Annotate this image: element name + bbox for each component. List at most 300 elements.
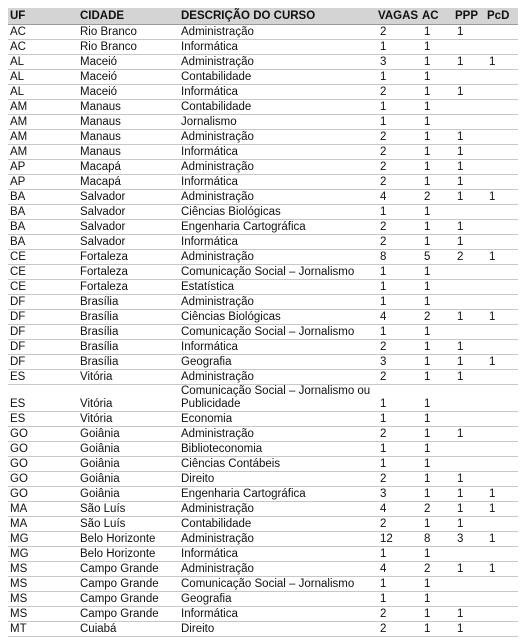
cell-ac: 5 (420, 250, 453, 265)
header-ac: AC (420, 8, 453, 25)
cell-ppp (453, 592, 485, 607)
cell-descricao: Informática (179, 547, 376, 562)
cell-pcd (485, 280, 518, 295)
table-row (8, 532, 518, 547)
header-uf: UF (8, 8, 78, 25)
cell-uf: MS (8, 562, 78, 577)
cell-descricao: Administração (179, 562, 376, 577)
cell-ppp (453, 70, 485, 85)
table-row (8, 295, 518, 310)
cell-pcd (485, 100, 518, 115)
cell-ppp (453, 457, 485, 472)
cell-cidade: Rio Branco (78, 25, 179, 40)
cell-vagas: 2 (376, 370, 420, 385)
cell-cidade: Vitória (78, 370, 179, 385)
vacancies-table (8, 8, 518, 637)
cell-ac: 1 (420, 220, 453, 235)
cell-uf: AM (8, 145, 78, 160)
cell-uf: AC (8, 25, 78, 40)
cell-cidade: Maceió (78, 70, 179, 85)
cell-descricao: Informática (179, 235, 376, 250)
cell-vagas: 2 (376, 160, 420, 175)
cell-ppp: 1 (453, 145, 485, 160)
cell-pcd (485, 325, 518, 340)
cell-vagas: 4 (376, 562, 420, 577)
table-row (8, 220, 518, 235)
cell-pcd (485, 370, 518, 385)
cell-cidade: Macapá (78, 175, 179, 190)
cell-vagas: 2 (376, 622, 420, 637)
cell-cidade: Cuiabá (78, 622, 179, 637)
cell-ppp (453, 40, 485, 55)
cell-uf: DF (8, 355, 78, 370)
cell-vagas: 1 (376, 325, 420, 340)
cell-descricao: Informática (179, 340, 376, 355)
cell-descricao: Informática (179, 607, 376, 622)
cell-vagas: 2 (376, 175, 420, 190)
cell-uf: CE (8, 250, 78, 265)
cell-uf: ES (8, 385, 78, 412)
cell-ppp: 1 (453, 85, 485, 100)
cell-ac: 1 (420, 442, 453, 457)
cell-uf: AM (8, 100, 78, 115)
cell-ac: 1 (420, 340, 453, 355)
header-ppp: PPP (453, 8, 485, 25)
cell-uf: BA (8, 190, 78, 205)
cell-uf: BA (8, 205, 78, 220)
cell-uf: AC (8, 40, 78, 55)
table-row (8, 190, 518, 205)
cell-ppp (453, 412, 485, 427)
cell-ac: 8 (420, 532, 453, 547)
cell-descricao: Informática (179, 85, 376, 100)
cell-pcd: 1 (485, 502, 518, 517)
cell-cidade: Brasília (78, 310, 179, 325)
cell-pcd (485, 145, 518, 160)
cell-cidade: Salvador (78, 190, 179, 205)
cell-vagas: 2 (376, 130, 420, 145)
cell-ppp: 1 (453, 472, 485, 487)
cell-ppp: 2 (453, 250, 485, 265)
cell-uf: MG (8, 547, 78, 562)
cell-ppp (453, 100, 485, 115)
cell-pcd (485, 412, 518, 427)
cell-vagas: 1 (376, 100, 420, 115)
header-cidade: CIDADE (78, 8, 179, 25)
table-row (8, 370, 518, 385)
cell-ppp (453, 385, 485, 412)
cell-uf: MG (8, 532, 78, 547)
cell-descricao: Administração (179, 295, 376, 310)
cell-pcd: 1 (485, 250, 518, 265)
cell-vagas: 1 (376, 577, 420, 592)
cell-uf: MA (8, 502, 78, 517)
cell-pcd (485, 592, 518, 607)
cell-ac: 1 (420, 70, 453, 85)
cell-vagas: 1 (376, 70, 420, 85)
cell-uf: AM (8, 130, 78, 145)
cell-ppp (453, 115, 485, 130)
cell-ac: 1 (420, 145, 453, 160)
cell-cidade: Goiânia (78, 457, 179, 472)
cell-pcd (485, 547, 518, 562)
cell-ppp: 1 (453, 517, 485, 532)
cell-descricao: Administração (179, 25, 376, 40)
cell-pcd (485, 427, 518, 442)
cell-uf: DF (8, 295, 78, 310)
cell-ac: 1 (420, 547, 453, 562)
cell-pcd (485, 220, 518, 235)
cell-cidade: Brasília (78, 340, 179, 355)
cell-ppp: 1 (453, 25, 485, 40)
table-row (8, 70, 518, 85)
cell-pcd (485, 457, 518, 472)
cell-vagas: 2 (376, 427, 420, 442)
cell-uf: MS (8, 592, 78, 607)
cell-pcd (485, 607, 518, 622)
cell-cidade: Fortaleza (78, 250, 179, 265)
table-row (8, 592, 518, 607)
cell-pcd (485, 205, 518, 220)
cell-uf: GO (8, 472, 78, 487)
table-row (8, 250, 518, 265)
cell-pcd (485, 160, 518, 175)
cell-pcd: 1 (485, 190, 518, 205)
cell-ppp: 1 (453, 427, 485, 442)
cell-descricao: Ciências Contábeis (179, 457, 376, 472)
cell-vagas: 1 (376, 547, 420, 562)
cell-cidade: Salvador (78, 235, 179, 250)
cell-vagas: 4 (376, 310, 420, 325)
cell-vagas: 1 (376, 295, 420, 310)
cell-vagas: 2 (376, 25, 420, 40)
table-row (8, 622, 518, 637)
cell-descricao: Contabilidade (179, 100, 376, 115)
cell-ac: 1 (420, 295, 453, 310)
cell-pcd (485, 385, 518, 412)
cell-pcd (485, 442, 518, 457)
cell-cidade: Campo Grande (78, 562, 179, 577)
cell-ppp: 1 (453, 190, 485, 205)
header-vagas: VAGAS (376, 8, 420, 25)
table-row (8, 205, 518, 220)
cell-uf: MA (8, 517, 78, 532)
cell-vagas: 1 (376, 457, 420, 472)
cell-uf: GO (8, 457, 78, 472)
cell-uf: GO (8, 487, 78, 502)
table-row (8, 412, 518, 427)
table-row (8, 547, 518, 562)
cell-descricao: Engenharia Cartográfica (179, 220, 376, 235)
cell-vagas: 1 (376, 205, 420, 220)
cell-ac: 1 (420, 130, 453, 145)
cell-uf: AL (8, 70, 78, 85)
cell-cidade: Fortaleza (78, 280, 179, 295)
cell-uf: MS (8, 607, 78, 622)
cell-descricao: Administração (179, 160, 376, 175)
table-body (8, 25, 518, 637)
cell-descricao: Direito (179, 472, 376, 487)
cell-ppp (453, 547, 485, 562)
table-row (8, 385, 518, 412)
cell-descricao: Engenharia Cartográfica (179, 487, 376, 502)
cell-cidade: Manaus (78, 145, 179, 160)
cell-vagas: 1 (376, 442, 420, 457)
cell-vagas: 3 (376, 487, 420, 502)
cell-pcd (485, 130, 518, 145)
cell-descricao: Biblioteconomia (179, 442, 376, 457)
cell-cidade: Goiânia (78, 472, 179, 487)
cell-uf: AP (8, 175, 78, 190)
cell-ac: 1 (420, 325, 453, 340)
cell-ac: 1 (420, 412, 453, 427)
cell-descricao: Jornalismo (179, 115, 376, 130)
cell-cidade: Fortaleza (78, 265, 179, 280)
cell-ppp: 1 (453, 340, 485, 355)
table-row (8, 280, 518, 295)
cell-descricao: Contabilidade (179, 517, 376, 532)
cell-descricao: Estatística (179, 280, 376, 295)
cell-uf: DF (8, 325, 78, 340)
cell-descricao: Geografia (179, 355, 376, 370)
cell-cidade: Vitória (78, 412, 179, 427)
cell-cidade: Maceió (78, 85, 179, 100)
table-row (8, 577, 518, 592)
cell-cidade: Macapá (78, 160, 179, 175)
table-row (8, 442, 518, 457)
cell-uf: ES (8, 370, 78, 385)
table-row (8, 517, 518, 532)
cell-ac: 1 (420, 487, 453, 502)
cell-descricao: Comunicação Social – Jornalismo ou Publicidade (179, 385, 376, 412)
cell-cidade: Maceió (78, 55, 179, 70)
cell-ppp (453, 325, 485, 340)
cell-ppp: 1 (453, 607, 485, 622)
cell-descricao: Informática (179, 40, 376, 55)
cell-ac: 1 (420, 25, 453, 40)
cell-uf: BA (8, 235, 78, 250)
cell-ac: 2 (420, 190, 453, 205)
cell-ac: 1 (420, 472, 453, 487)
cell-ac: 2 (420, 502, 453, 517)
cell-ac: 1 (420, 592, 453, 607)
cell-ac: 1 (420, 280, 453, 295)
cell-cidade: Manaus (78, 100, 179, 115)
cell-cidade: Campo Grande (78, 607, 179, 622)
cell-ppp: 1 (453, 487, 485, 502)
cell-cidade: Belo Horizonte (78, 532, 179, 547)
table-row (8, 562, 518, 577)
cell-uf: AL (8, 85, 78, 100)
cell-cidade: Salvador (78, 220, 179, 235)
cell-vagas: 1 (376, 40, 420, 55)
cell-pcd (485, 517, 518, 532)
cell-cidade: Goiânia (78, 442, 179, 457)
cell-vagas: 1 (376, 592, 420, 607)
cell-descricao: Administração (179, 55, 376, 70)
cell-ppp: 1 (453, 55, 485, 70)
cell-uf: MS (8, 577, 78, 592)
cell-pcd (485, 265, 518, 280)
cell-ppp: 1 (453, 370, 485, 385)
cell-vagas: 2 (376, 340, 420, 355)
table-row (8, 310, 518, 325)
cell-ac: 2 (420, 310, 453, 325)
cell-cidade: Vitória (78, 385, 179, 412)
table-row (8, 355, 518, 370)
cell-pcd (485, 25, 518, 40)
cell-vagas: 2 (376, 607, 420, 622)
cell-ppp: 1 (453, 562, 485, 577)
cell-vagas: 2 (376, 220, 420, 235)
cell-ppp: 1 (453, 310, 485, 325)
cell-vagas: 4 (376, 190, 420, 205)
cell-descricao: Informática (179, 175, 376, 190)
cell-uf: DF (8, 310, 78, 325)
cell-cidade: Campo Grande (78, 592, 179, 607)
cell-vagas: 1 (376, 265, 420, 280)
cell-cidade: Goiânia (78, 487, 179, 502)
cell-descricao: Comunicação Social – Jornalismo (179, 325, 376, 340)
table-header (8, 8, 518, 25)
cell-cidade: Campo Grande (78, 577, 179, 592)
cell-descricao: Direito (179, 622, 376, 637)
table-row (8, 145, 518, 160)
cell-cidade: Brasília (78, 325, 179, 340)
cell-cidade: Brasília (78, 295, 179, 310)
cell-descricao: Administração (179, 502, 376, 517)
cell-ac: 1 (420, 427, 453, 442)
cell-pcd (485, 40, 518, 55)
cell-pcd (485, 235, 518, 250)
cell-descricao: Administração (179, 130, 376, 145)
cell-ppp (453, 442, 485, 457)
cell-pcd (485, 577, 518, 592)
cell-uf: DF (8, 340, 78, 355)
cell-pcd (485, 85, 518, 100)
cell-descricao: Administração (179, 427, 376, 442)
cell-ac: 1 (420, 175, 453, 190)
table-row (8, 100, 518, 115)
header-descricao: DESCRIÇÃO DO CURSO (179, 8, 376, 25)
table-row (8, 25, 518, 40)
cell-vagas: 1 (376, 385, 420, 412)
cell-ac: 1 (420, 385, 453, 412)
cell-uf: GO (8, 442, 78, 457)
cell-uf: AP (8, 160, 78, 175)
table-row (8, 85, 518, 100)
cell-ppp: 1 (453, 622, 485, 637)
cell-uf: CE (8, 265, 78, 280)
cell-ac: 1 (420, 160, 453, 175)
cell-descricao: Economia (179, 412, 376, 427)
cell-ac: 1 (420, 100, 453, 115)
cell-cidade: Manaus (78, 130, 179, 145)
cell-ac: 1 (420, 457, 453, 472)
cell-descricao: Ciências Biológicas (179, 310, 376, 325)
cell-ac: 1 (420, 577, 453, 592)
table-row (8, 502, 518, 517)
cell-ac: 1 (420, 355, 453, 370)
cell-descricao: Ciências Biológicas (179, 205, 376, 220)
cell-cidade: Manaus (78, 115, 179, 130)
cell-cidade: Belo Horizonte (78, 547, 179, 562)
cell-cidade: Goiânia (78, 427, 179, 442)
table-row (8, 115, 518, 130)
cell-descricao: Comunicação Social – Jornalismo (179, 577, 376, 592)
cell-uf: GO (8, 427, 78, 442)
cell-pcd: 1 (485, 310, 518, 325)
table-row (8, 340, 518, 355)
cell-ac: 2 (420, 562, 453, 577)
cell-vagas: 2 (376, 85, 420, 100)
cell-descricao: Contabilidade (179, 70, 376, 85)
table-row (8, 487, 518, 502)
cell-descricao: Administração (179, 190, 376, 205)
cell-ac: 1 (420, 622, 453, 637)
table-row (8, 175, 518, 190)
cell-ppp (453, 280, 485, 295)
cell-cidade: Salvador (78, 205, 179, 220)
cell-ppp (453, 577, 485, 592)
cell-pcd: 1 (485, 532, 518, 547)
cell-vagas: 2 (376, 235, 420, 250)
cell-ac: 1 (420, 517, 453, 532)
table-row (8, 160, 518, 175)
cell-vagas: 2 (376, 517, 420, 532)
cell-cidade: Rio Branco (78, 40, 179, 55)
cell-vagas: 2 (376, 472, 420, 487)
cell-pcd: 1 (485, 562, 518, 577)
header-row (8, 8, 518, 25)
cell-vagas: 1 (376, 280, 420, 295)
cell-ac: 1 (420, 265, 453, 280)
cell-vagas: 2 (376, 145, 420, 160)
cell-vagas: 12 (376, 532, 420, 547)
table-row (8, 472, 518, 487)
table-row (8, 265, 518, 280)
cell-ppp: 1 (453, 160, 485, 175)
table-row (8, 40, 518, 55)
cell-ppp: 3 (453, 532, 485, 547)
cell-pcd: 1 (485, 487, 518, 502)
cell-vagas: 1 (376, 412, 420, 427)
cell-vagas: 3 (376, 355, 420, 370)
cell-descricao: Informática (179, 145, 376, 160)
cell-cidade: São Luís (78, 517, 179, 532)
table-row (8, 130, 518, 145)
cell-uf: AL (8, 55, 78, 70)
cell-vagas: 1 (376, 115, 420, 130)
cell-descricao: Comunicação Social – Jornalismo (179, 265, 376, 280)
cell-pcd (485, 70, 518, 85)
cell-pcd (485, 340, 518, 355)
cell-ppp: 1 (453, 502, 485, 517)
cell-descricao: Administração (179, 250, 376, 265)
cell-pcd: 1 (485, 355, 518, 370)
table-row (8, 457, 518, 472)
cell-descricao: Administração (179, 370, 376, 385)
cell-ac: 1 (420, 607, 453, 622)
table-row (8, 55, 518, 70)
cell-vagas: 4 (376, 502, 420, 517)
cell-uf: ES (8, 412, 78, 427)
cell-ppp: 1 (453, 355, 485, 370)
cell-uf: BA (8, 220, 78, 235)
cell-descricao: Administração (179, 532, 376, 547)
cell-cidade: Brasília (78, 355, 179, 370)
cell-uf: CE (8, 280, 78, 295)
